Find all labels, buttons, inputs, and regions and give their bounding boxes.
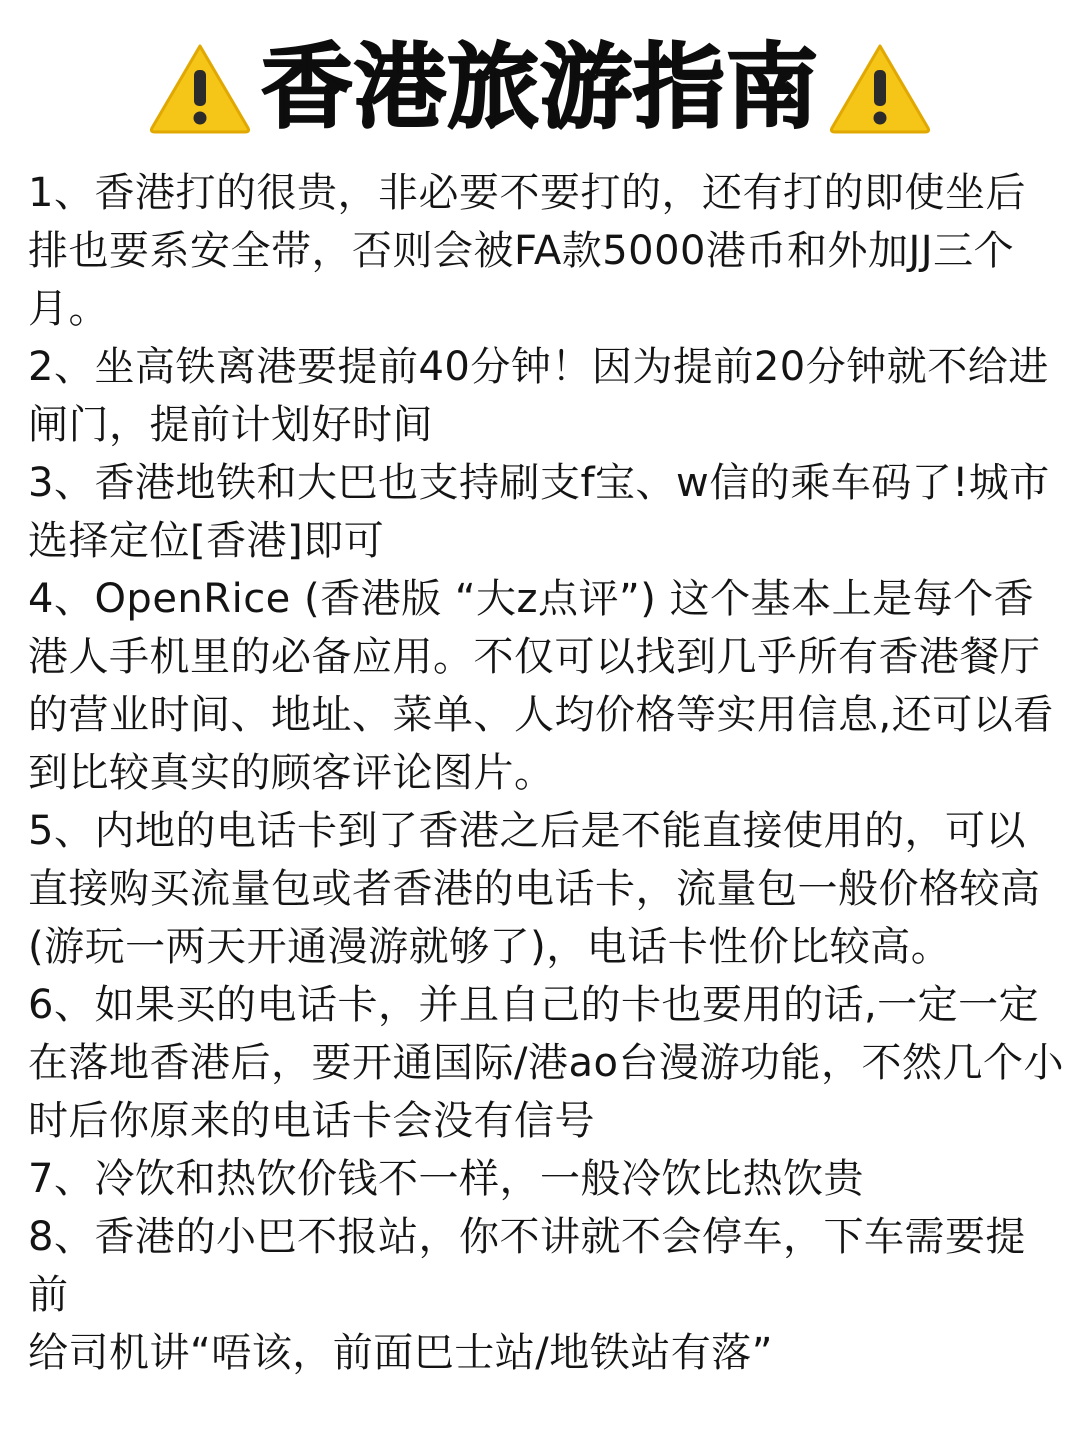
tip-item-7: 7、冷饮和热饮价钱不一样，一般冷饮比热饮贵 — [28, 1156, 864, 1202]
tip-item-6: 6、如果买的电话卡，并且自己的卡也要用的话,一定一定在落地香港后，要开通国际/港ao台漫游功能，不然几个小时后你原来的电话卡会没有信号 — [28, 982, 1064, 1144]
tip-item-5: 5、内地的电话卡到了香港之后是不能直接使用的，可以直接购买流量包或者香港的电话卡，流量包一般价格较高(游玩一两天开通漫游就够了)，电话卡性价比较高。 — [28, 808, 1041, 970]
page-title: 香港旅游指南 — [260, 34, 819, 141]
tips-list — [28, 164, 1064, 1382]
warning-icon — [147, 40, 253, 136]
tip-item-4: 4、OpenRice (香港版 “大z点评”) 这个基本上是每个香港人手机里的必备应用。不仅可以找到几乎所有香港餐厅的营业时间、地址、菜单、人均价格等实用信息,还可以看到比较真实的顾客评论图片。 — [28, 576, 1054, 796]
tip-item-1: 1、香港打的很贵，非必要不要打的，还有打的即使坐后排也要系安全带，否则会被FA款5000港币和外加JJ三个月。 — [28, 170, 1026, 332]
tip-item-8: 8、香港的小巴不报站，你不讲就不会停车，下车需要提前 — [28, 1214, 1026, 1318]
tip-item-3: 3、香港地铁和大巴也支持刷支f宝、w信的乘车码了!城市选择定位[香港]即可 — [28, 460, 1050, 564]
warning-icon — [827, 40, 933, 136]
tip-item-8-continued: 给司机讲“唔该，前面巴士站/地铁站有落” — [28, 1330, 773, 1376]
page-header — [0, 28, 1080, 148]
tip-item-2: 2、坐高铁离港要提前40分钟！因为提前20分钟就不给进闸门，提前计划好时间 — [28, 344, 1049, 448]
